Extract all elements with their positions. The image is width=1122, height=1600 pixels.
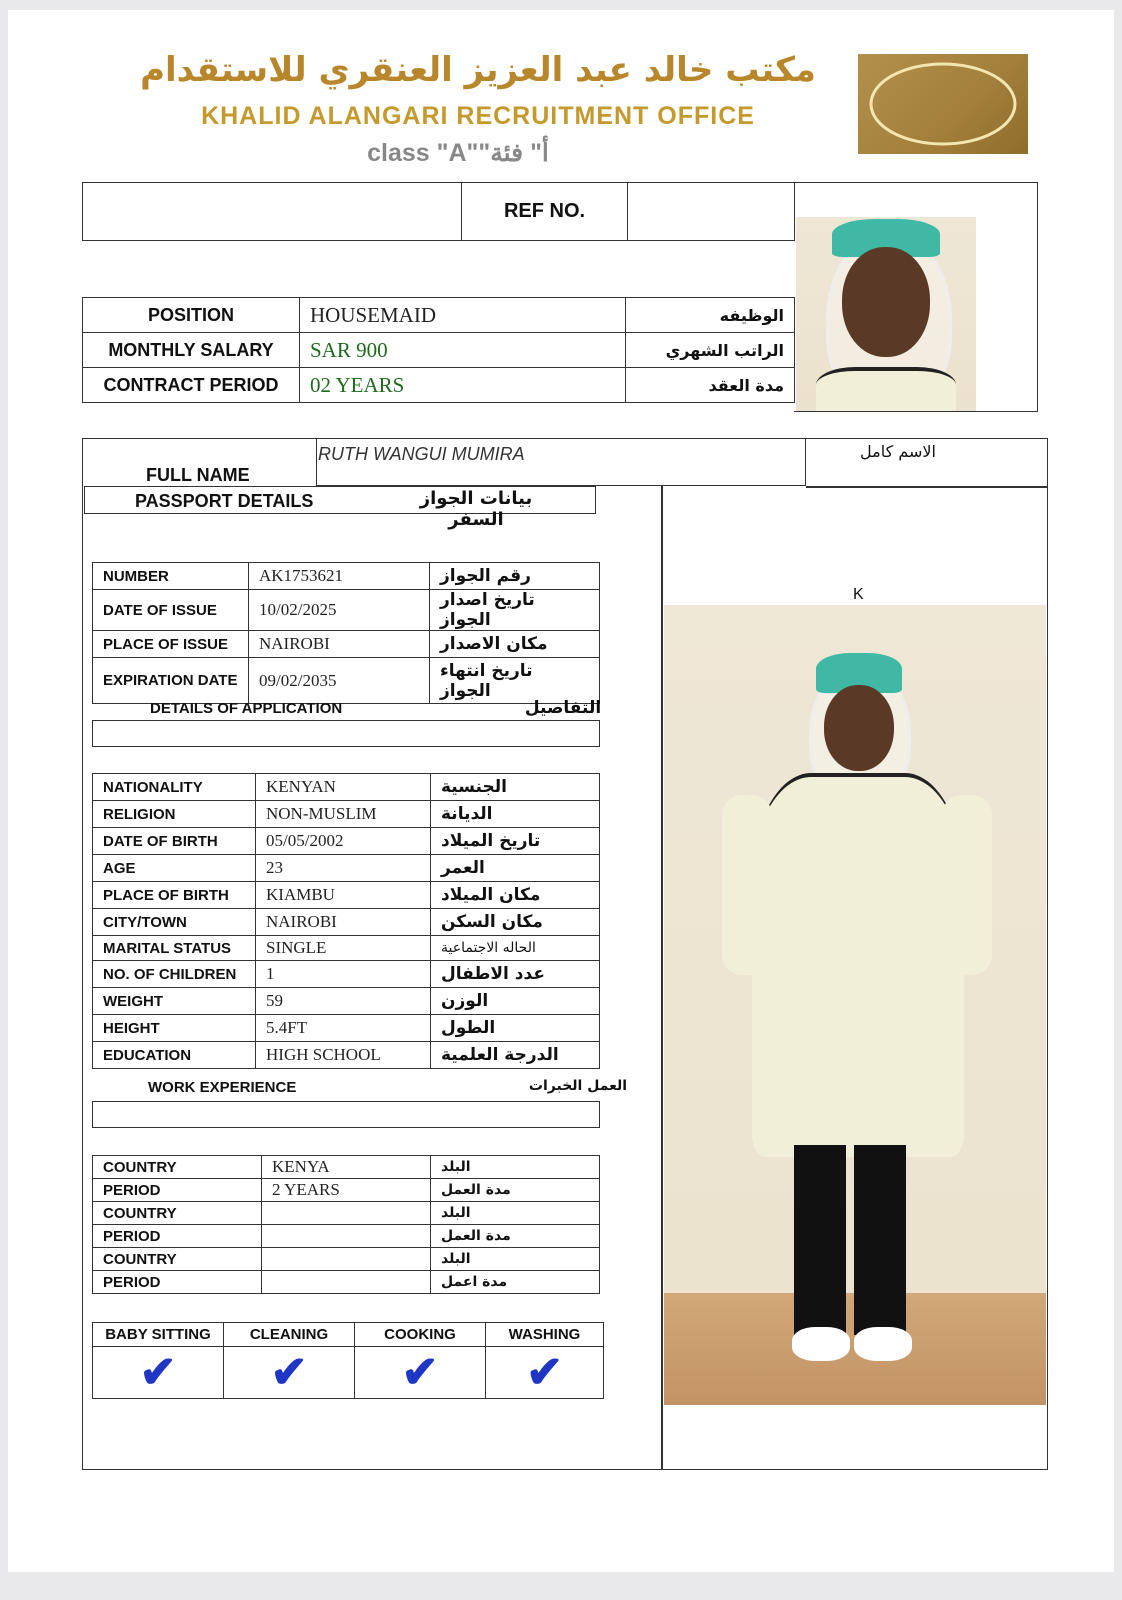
work-row	[93, 1225, 600, 1248]
work-label-arabic: البلد	[431, 1202, 600, 1225]
work-title: WORK EXPERIENCE	[148, 1079, 297, 1096]
column-divider	[661, 486, 663, 1470]
passport-row	[93, 631, 600, 658]
passport-table	[92, 562, 600, 704]
application-label: NATIONALITY	[93, 774, 256, 801]
application-blank-box	[92, 720, 600, 747]
application-label-arabic: الدرجة العلمية	[431, 1042, 600, 1069]
job-row	[83, 368, 795, 403]
office-logo	[858, 54, 1028, 154]
application-label-arabic: العمر	[431, 855, 600, 882]
job-label: MONTHLY SALARY	[83, 333, 300, 368]
checkmark-icon: ✔	[139, 1347, 177, 1397]
skills-table	[92, 1322, 604, 1399]
work-row	[93, 1271, 600, 1294]
application-row	[93, 1015, 600, 1042]
passport-value: AK1753621	[249, 563, 430, 590]
application-label-arabic: تاريخ الميلاد	[431, 828, 600, 855]
ref-table	[82, 182, 795, 241]
passport-row	[93, 563, 600, 590]
full-body-photo	[664, 605, 1046, 1405]
job-row	[83, 333, 795, 368]
passport-value: NAIROBI	[249, 631, 430, 658]
application-value: SINGLE	[256, 936, 431, 961]
checkmark-icon: ✔	[401, 1347, 439, 1397]
application-row	[93, 988, 600, 1015]
skill-label: COOKING	[355, 1323, 486, 1347]
work-label: COUNTRY	[93, 1156, 262, 1179]
office-title-english: KHALID ALANGARI RECRUITMENT OFFICE	[201, 102, 755, 130]
passport-label-arabic: تاريخ انتهاء الجواز	[430, 658, 600, 704]
work-row	[93, 1202, 600, 1225]
application-label-arabic: مكان الميلاد	[431, 882, 600, 909]
application-row	[93, 909, 600, 936]
full-name-value: RUTH WANGUI MUMIRA	[318, 444, 525, 464]
application-value: 05/05/2002	[256, 828, 431, 855]
application-label: MARITAL STATUS	[93, 936, 256, 961]
application-label: RELIGION	[93, 801, 256, 828]
passport-label: DATE OF ISSUE	[93, 590, 249, 631]
application-value: 59	[256, 988, 431, 1015]
skill-label: CLEANING	[224, 1323, 355, 1347]
application-value: KENYAN	[256, 774, 431, 801]
application-label-arabic: الحاله الاجتماعية	[431, 936, 600, 961]
name-rule	[806, 486, 1048, 488]
work-value	[262, 1202, 431, 1225]
work-value: 2 YEARS	[262, 1179, 431, 1202]
work-label-arabic: مدة اعمل	[431, 1271, 600, 1294]
job-value: HOUSEMAID	[300, 298, 626, 333]
application-label: NO. OF CHILDREN	[93, 961, 256, 988]
checkmark-icon: ✔	[270, 1347, 308, 1397]
work-label-arabic: البلد	[431, 1156, 600, 1179]
office-class-label: class "A""أ" فئة	[367, 139, 549, 167]
application-label-arabic: مكان السكن	[431, 909, 600, 936]
job-label: CONTRACT PERIOD	[83, 368, 300, 403]
office-title-arabic: مكتب خالد عبد العزيز العنقري للاستقدام	[140, 50, 816, 90]
full-name-label: FULL NAME	[146, 465, 250, 485]
job-value: 02 YEARS	[300, 368, 626, 403]
application-label-arabic: الوزن	[431, 988, 600, 1015]
application-label: CITY/TOWN	[93, 909, 256, 936]
work-value	[262, 1248, 431, 1271]
job-label-arabic: الراتب الشهري	[626, 333, 795, 368]
work-row	[93, 1248, 600, 1271]
work-label-arabic: مدة العمل	[431, 1225, 600, 1248]
skill-label: BABY SITTING	[93, 1323, 224, 1347]
passport-label-arabic: مكان الاصدار	[430, 631, 600, 658]
work-label: COUNTRY	[93, 1248, 262, 1271]
application-row	[93, 801, 600, 828]
portrait-photo	[796, 217, 976, 411]
job-table	[82, 297, 795, 403]
work-label: PERIOD	[93, 1179, 262, 1202]
application-title: DETAILS OF APPLICATION	[150, 700, 343, 717]
application-form	[8, 10, 1114, 1572]
work-blank-box	[92, 1101, 600, 1128]
work-table	[92, 1155, 600, 1294]
work-value: KENYA	[262, 1156, 431, 1179]
application-label: HEIGHT	[93, 1015, 256, 1042]
passport-label: PLACE OF ISSUE	[93, 631, 249, 658]
application-label: AGE	[93, 855, 256, 882]
work-label-arabic: مدة العمل	[431, 1179, 600, 1202]
ref-value	[628, 183, 795, 241]
logo-ring-icon	[858, 54, 1028, 154]
application-label: PLACE OF BIRTH	[93, 882, 256, 909]
application-label: DATE OF BIRTH	[93, 828, 256, 855]
work-row	[93, 1156, 600, 1179]
passport-label: EXPIRATION DATE	[93, 658, 249, 704]
work-title-arabic: العمل الخبرات	[528, 1078, 628, 1094]
ref-blank-cell	[83, 183, 462, 241]
passport-row	[93, 590, 600, 631]
work-label: PERIOD	[93, 1225, 262, 1248]
passport-label: NUMBER	[93, 563, 249, 590]
application-value: KIAMBU	[256, 882, 431, 909]
application-row	[93, 774, 600, 801]
application-value: HIGH SCHOOL	[256, 1042, 431, 1069]
job-value: SAR 900	[300, 333, 626, 368]
application-row	[93, 882, 600, 909]
application-label: WEIGHT	[93, 988, 256, 1015]
application-label-arabic: عدد الاطفال	[431, 961, 600, 988]
passport-label-arabic: تاريخ اصدار الجواز	[430, 590, 600, 631]
work-row	[93, 1179, 600, 1202]
job-label-arabic: مدة العقد	[626, 368, 795, 403]
job-row	[83, 298, 795, 333]
application-row	[93, 855, 600, 882]
ref-label: REF NO.	[462, 183, 628, 241]
application-table	[92, 773, 600, 1069]
application-label: EDUCATION	[93, 1042, 256, 1069]
passport-title: PASSPORT DETAILS	[135, 491, 314, 511]
application-row	[93, 936, 600, 961]
application-value: NAIROBI	[256, 909, 431, 936]
work-label: COUNTRY	[93, 1202, 262, 1225]
application-label-arabic: الديانة	[431, 801, 600, 828]
application-title-arabic: التفاصيل	[524, 698, 602, 718]
passport-title-arabic: بيانات الجواز السفر	[419, 488, 533, 530]
application-row	[93, 961, 600, 988]
application-label-arabic: الطول	[431, 1015, 600, 1042]
application-value: NON-MUSLIM	[256, 801, 431, 828]
passport-label-arabic: رقم الجواز	[430, 563, 600, 590]
passport-value: 10/02/2025	[249, 590, 430, 631]
job-label-arabic: الوظيفه	[626, 298, 795, 333]
skill-label: WASHING	[486, 1323, 604, 1347]
checkmark-icon: ✔	[526, 1347, 563, 1397]
application-row	[93, 1042, 600, 1069]
application-row	[93, 828, 600, 855]
work-label-arabic: البلد	[431, 1248, 600, 1271]
application-value: 1	[256, 961, 431, 988]
passport-value: 09/02/2035	[249, 658, 430, 704]
photo-caption: K	[853, 586, 864, 603]
work-value	[262, 1271, 431, 1294]
work-value	[262, 1225, 431, 1248]
job-label: POSITION	[83, 298, 300, 333]
application-label-arabic: الجنسية	[431, 774, 600, 801]
work-label: PERIOD	[93, 1271, 262, 1294]
passport-row	[93, 658, 600, 704]
application-value: 5.4FT	[256, 1015, 431, 1042]
application-value: 23	[256, 855, 431, 882]
full-name-label-arabic: الاسم كامل	[860, 442, 936, 461]
